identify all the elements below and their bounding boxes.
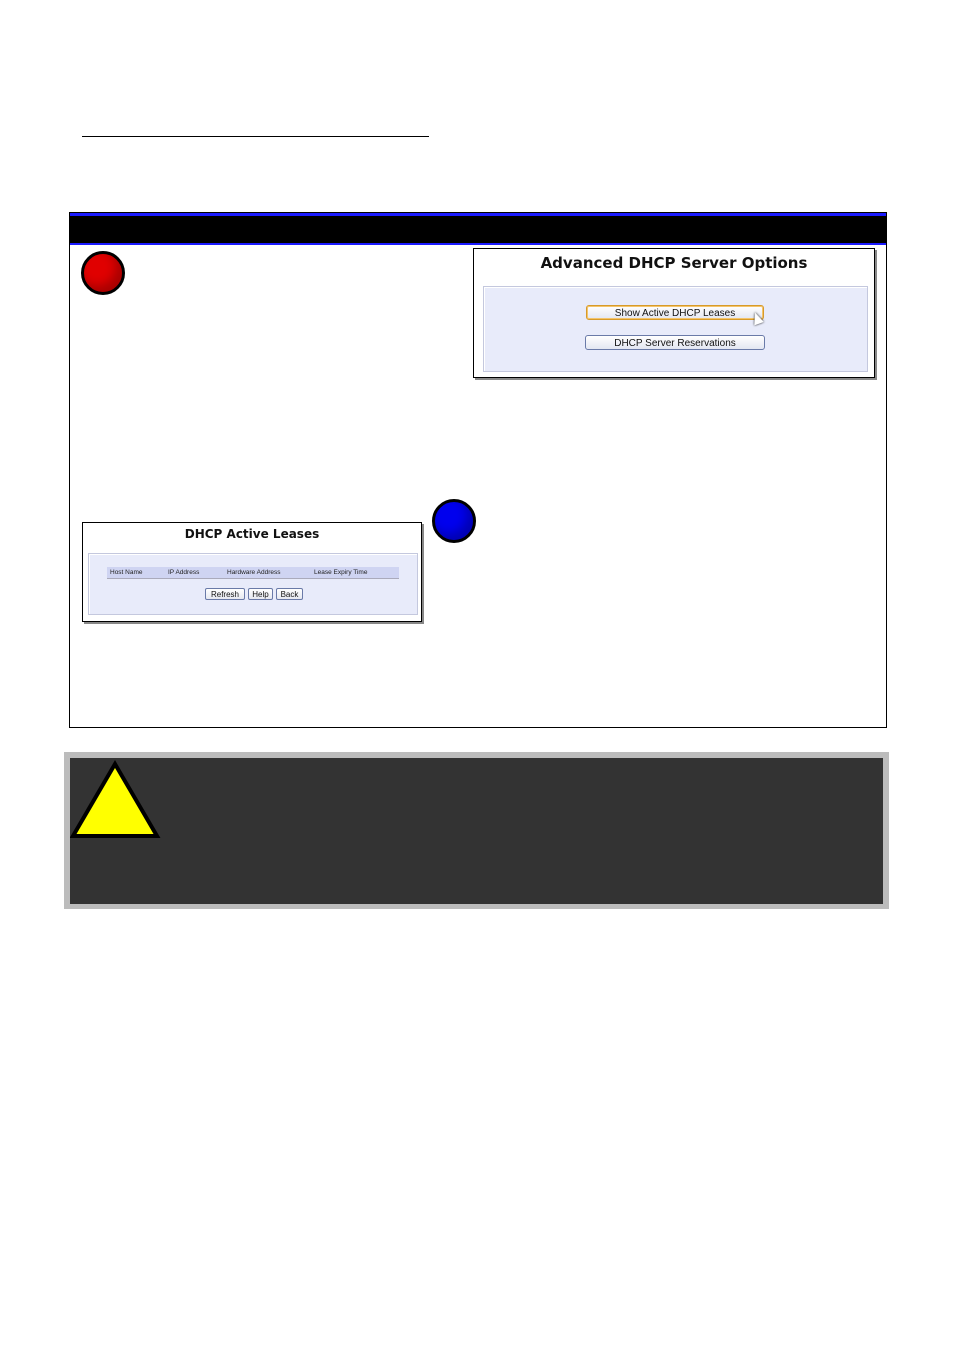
column-ip-address: IP Address <box>168 569 200 576</box>
warning-triangle-icon <box>70 758 162 840</box>
dhcp-server-reservations-button[interactable]: DHCP Server Reservations <box>585 335 765 350</box>
show-active-dhcp-leases-button[interactable]: Show Active DHCP Leases <box>586 305 764 320</box>
panel-title-bar <box>70 213 886 245</box>
warning-box <box>64 752 889 909</box>
instruction-panel <box>69 212 887 728</box>
advanced-dhcp-screenshot <box>473 248 875 378</box>
back-button[interactable]: Back <box>276 588 303 600</box>
step-1-marker <box>81 251 125 295</box>
leases-table-header <box>107 567 399 579</box>
active-leases-title: DHCP Active Leases <box>184 527 320 541</box>
help-button[interactable]: Help <box>248 588 273 600</box>
dhcp-active-leases-screenshot <box>82 522 422 622</box>
column-hardware-address: Hardware Address <box>227 569 281 576</box>
active-leases-box <box>88 553 418 615</box>
step-2-marker <box>432 499 476 543</box>
advanced-dhcp-options-box <box>483 286 868 372</box>
advanced-dhcp-title: Advanced DHCP Server Options <box>540 254 808 272</box>
column-host-name: Host Name <box>110 569 143 576</box>
column-lease-expiry-time: Lease Expiry Time <box>314 569 368 576</box>
refresh-button[interactable]: Refresh <box>205 588 245 600</box>
warning-box-inner <box>70 758 883 904</box>
heading-underline <box>82 136 429 137</box>
